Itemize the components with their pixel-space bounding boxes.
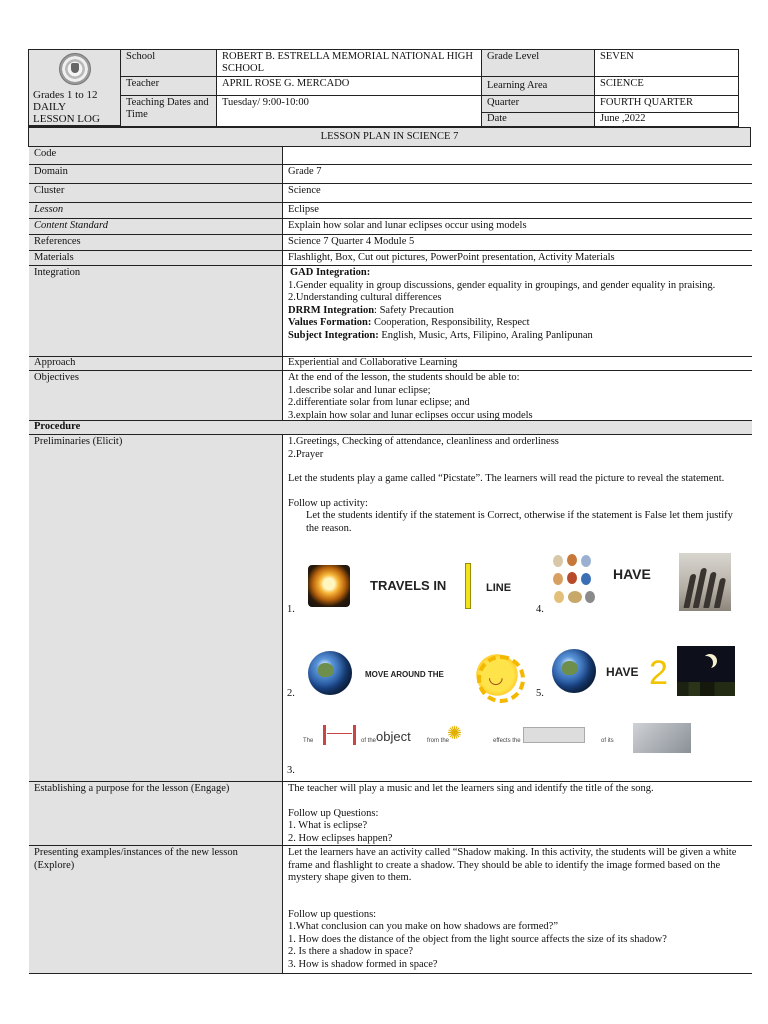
date-value: June ,2022 <box>600 113 646 124</box>
subject-title: Subject Integration: <box>288 329 379 341</box>
number-two-text: 2 <box>649 654 668 692</box>
row-references <box>29 235 752 251</box>
row-objectives <box>29 371 752 421</box>
grade-value: SEVEN <box>595 50 738 77</box>
objective-3: 3.explain how solar and lunar eclipses occur using models <box>288 409 533 421</box>
domain-label: Domain <box>29 165 283 183</box>
travels-in-text: TRAVELS IN <box>370 578 447 593</box>
cluster-value: Science <box>288 185 321 196</box>
explore-value <box>283 846 752 973</box>
line-text: LINE <box>486 582 512 594</box>
gad-title: GAD Integration: <box>290 267 371 278</box>
row-domain <box>29 165 752 184</box>
content-standard-label: Content Standard <box>29 219 283 234</box>
procedure-label: Procedure <box>29 421 752 434</box>
the-text: The <box>303 738 314 744</box>
light-bulb-icon <box>308 565 350 607</box>
cluster-label: Cluster <box>29 184 283 202</box>
approach-value: Experiential and Collaborative Learning <box>288 357 458 368</box>
row-cluster <box>29 184 752 203</box>
dates-value: Tuesday/ 9:00-10:00 <box>217 96 482 126</box>
engage-line-2: Follow up Questions: <box>288 807 379 819</box>
light-sources-icon: ✺ <box>447 723 463 743</box>
engage-label: Establishing a purpose for the lesson (Engage) <box>29 782 283 845</box>
grade-label: Grade Level <box>482 50 595 77</box>
moon-night-icon <box>677 646 735 696</box>
area-value: SCIENCE <box>595 77 738 96</box>
values-line <box>288 317 747 330</box>
planets-icon <box>551 553 605 609</box>
object-text: object <box>376 729 411 744</box>
engage-line-1: The teacher will play a music and let the learners sing and identify the title of the song. <box>288 783 654 794</box>
domain-value: Grade 7 <box>288 166 322 177</box>
of-its-text: of its <box>601 738 614 744</box>
drrm-line <box>288 305 747 318</box>
row-lesson <box>29 203 752 219</box>
objective-1: 1.describe solar and lunar eclipse; <box>288 384 431 396</box>
engage-line-3: 1. What is eclipse? <box>288 820 368 831</box>
code-label: Code <box>29 147 283 164</box>
row-content-standard <box>29 219 752 235</box>
subject-line <box>288 330 747 343</box>
row-explore <box>29 846 752 974</box>
preliminaries-value <box>283 435 752 781</box>
explore-line-6: 3. How is shadow formed in space? <box>288 958 438 970</box>
references-label: References <box>29 235 283 250</box>
quarter-value: FOURTH QUARTER <box>595 96 738 113</box>
lesson-plan-title: LESSON PLAN IN SCIENCE 7 <box>28 127 751 147</box>
prelim-line-4: Follow up activity: <box>288 497 368 509</box>
objectives-value <box>283 371 752 420</box>
of-the-text: of the <box>361 738 377 744</box>
ruler-hand-icon <box>523 727 585 743</box>
from-the-text: from the <box>427 738 450 744</box>
distance-figures-icon <box>319 723 361 747</box>
have-text: HAVE <box>613 566 651 582</box>
materials-label: Materials <box>29 251 283 265</box>
earth-icon-2 <box>552 649 596 693</box>
school-label: School <box>121 50 217 77</box>
header-table <box>28 49 739 127</box>
values-value: Cooperation, Responsibility, Respect <box>371 317 530 328</box>
references-value: Science 7 Quarter 4 Module 5 <box>288 236 415 247</box>
hand-shadow-icon <box>633 723 691 753</box>
engage-line-4: 2. How eclipses happen? <box>288 832 393 844</box>
prelim-line-5: Let the students identify if the statement is Correct, otherwise if the statement is False let them justify the reason. <box>306 510 733 534</box>
school-value: ROBERT B. ESTRELLA MEMORIAL NATIONAL HIGH SCHOOL <box>217 50 482 77</box>
yellow-line-icon <box>465 563 471 609</box>
shadows-icon <box>679 553 731 611</box>
item-number-2: 2. <box>287 688 295 699</box>
prelim-line-2: 2.Prayer <box>288 448 324 460</box>
dates-label: Teaching Dates and Time <box>121 96 217 126</box>
item-number-5: 5. <box>536 688 544 699</box>
teacher-label: Teacher <box>121 77 217 96</box>
subject-value: English, Music, Arts, Filipino, Araling Panlipunan <box>378 329 593 341</box>
drrm-value: : Safety Precaution <box>374 304 454 316</box>
prelim-line-3: Let the students play a game called “Picstate”. The learners will read the picture to reveal the statement. <box>288 473 725 484</box>
move-around-text: MOVE AROUND THE <box>365 670 444 679</box>
lesson-label: Lesson <box>29 203 283 218</box>
row-preliminaries <box>29 435 752 782</box>
engage-value <box>283 782 752 845</box>
drrm-title: DRRM Integration <box>288 304 375 316</box>
row-procedure <box>29 421 752 435</box>
objectives-intro: At the end of the lesson, the students should be able to: <box>288 372 520 383</box>
content-standard-value: Explain how solar and lunar eclipses occur using models <box>288 220 527 231</box>
explore-line-2: Follow up questions: <box>288 908 377 920</box>
item-number-4: 4. <box>536 604 544 615</box>
lesson-value: Eclipse <box>288 204 319 215</box>
prelim-line-1: 1.Greetings, Checking of attendance, cleanliness and orderliness <box>288 436 559 447</box>
explore-line-5: 2. Is there a shadow in space? <box>288 946 414 957</box>
row-integration <box>29 266 752 357</box>
have-text-2: HAVE <box>606 665 639 679</box>
deped-seal-icon <box>59 53 91 85</box>
row-approach <box>29 357 752 371</box>
earth-icon <box>308 651 352 695</box>
integration-label: Integration <box>29 266 283 356</box>
effects-the-text: effects the <box>493 738 521 744</box>
sun-icon <box>473 651 521 699</box>
explore-label: Presenting examples/instances of the new lesson (Explore) <box>29 846 283 973</box>
row-engage <box>29 782 752 846</box>
logo-text: Grades 1 to 12 DAILY LESSON LOG <box>33 89 100 125</box>
explore-line-3: 1.What conclusion can you make on how shadows are formed?” <box>288 921 558 932</box>
teacher-value: APRIL ROSE G. MERCADO <box>217 77 482 96</box>
logo-cell <box>29 50 121 126</box>
row-materials <box>29 251 752 266</box>
preliminaries-label: Preliminaries (Elicit) <box>29 435 283 781</box>
row-code <box>29 147 752 165</box>
code-value <box>283 147 752 164</box>
gad-item-2: 2.Understanding cultural differences <box>288 292 442 303</box>
item-number-1: 1. <box>287 604 295 615</box>
materials-value: Flashlight, Box, Cut out pictures, PowerPoint presentation, Activity Materials <box>288 252 615 263</box>
values-title: Values Formation: <box>288 317 372 328</box>
gad-item-1: 1.Gender equality in group discussions, gender equality in groupings, and gender equality in praising. <box>288 279 716 291</box>
quarter-label: Quarter <box>482 96 595 113</box>
explore-line-4: 1. How does the distance of the object from the light source affects the size of its shadow? <box>288 933 667 945</box>
objective-2: 2.differentiate solar from lunar eclipse; and <box>288 397 470 408</box>
objectives-label: Objectives <box>29 371 283 420</box>
integration-value <box>283 266 752 356</box>
item-number-3: 3. <box>287 765 295 776</box>
date-label: Date <box>482 113 595 126</box>
explore-line-1: Let the learners have an activity called “Shadow making. In this activity, the students will be given a white frame and flashlight to create a shadow. They should be able to identify the image formed based on the mystery shape given to them. <box>288 847 737 883</box>
area-label: Learning Area <box>482 77 595 96</box>
approach-label: Approach <box>29 357 283 370</box>
